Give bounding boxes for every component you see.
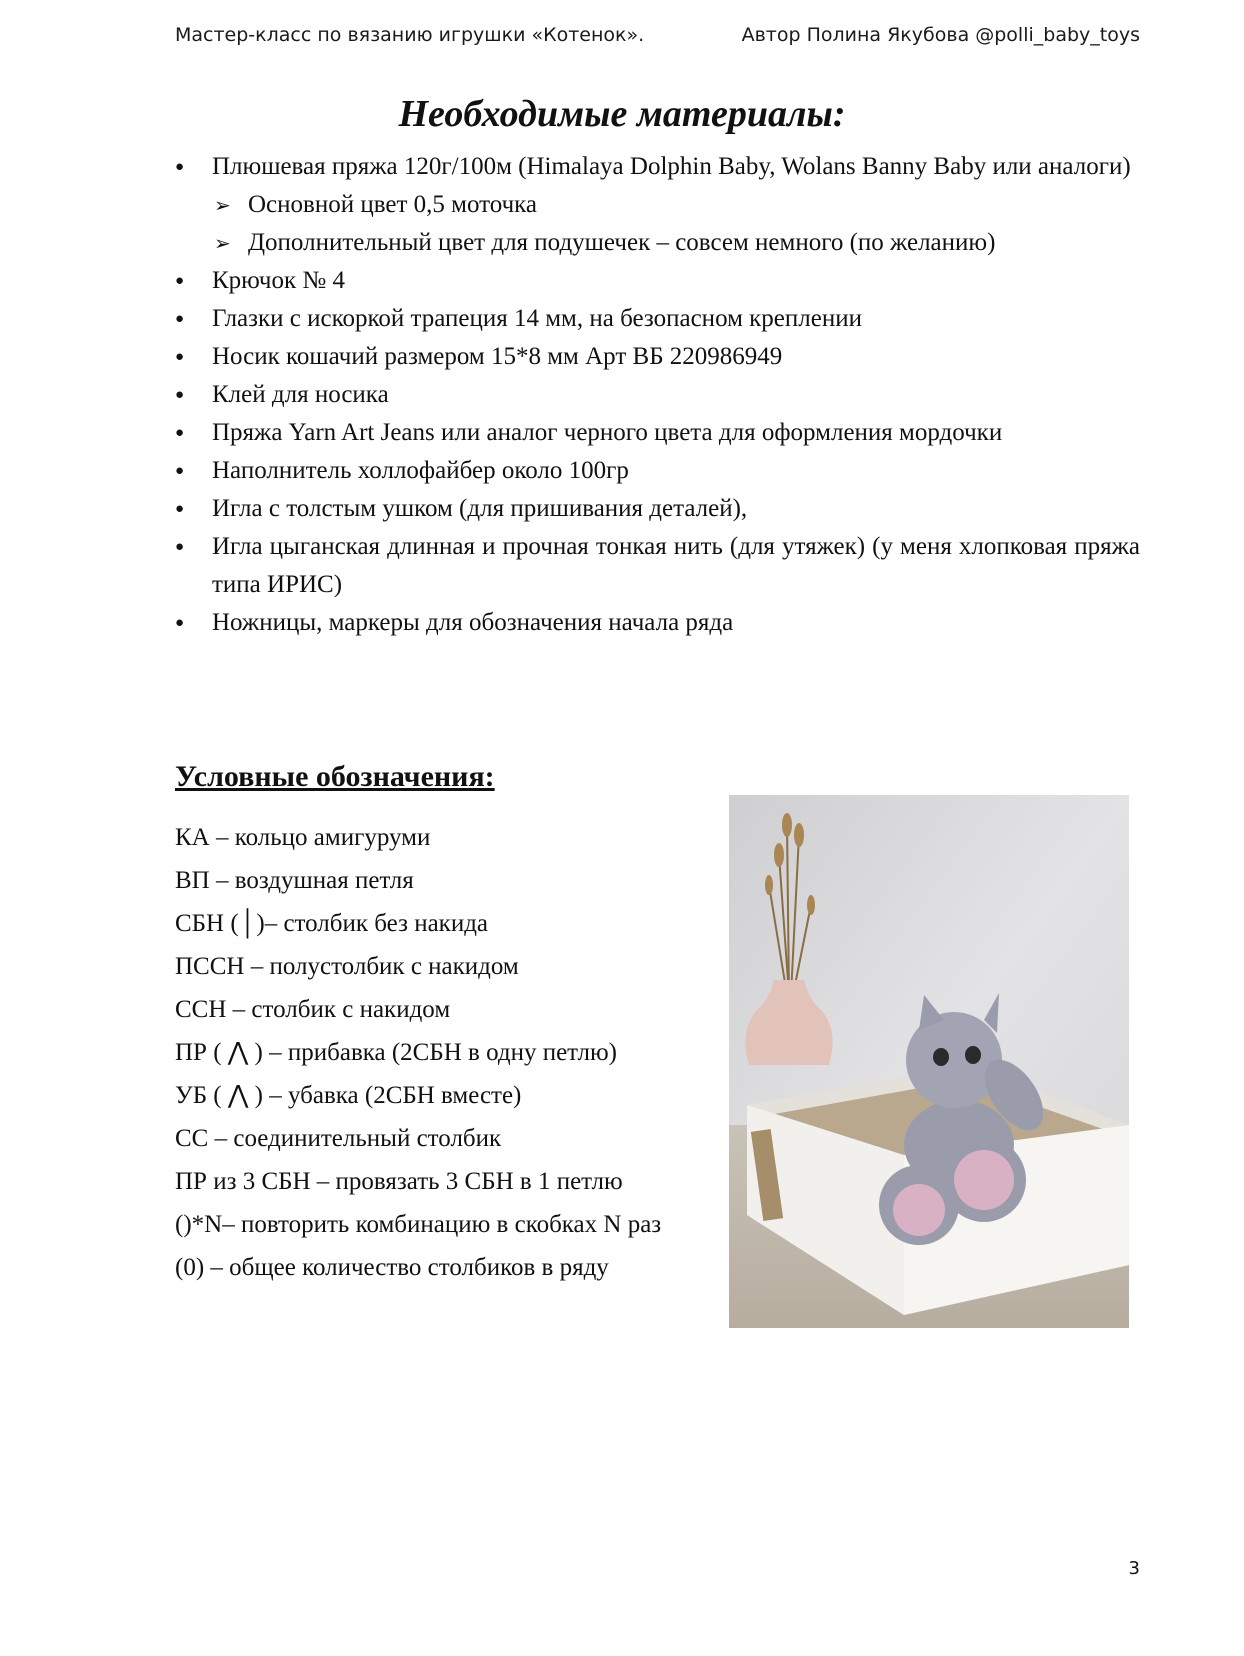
material-item-scissors: ● Ножницы, маркеры для обозначения начала ряда: [175, 604, 1140, 642]
sub-item-main-color: [175, 186, 1140, 224]
material-item-black-yarn: ● Пряжа Yarn Art Jeans или аналог черного цвета для оформления мордочки: [175, 414, 1140, 452]
arrow-bullet-icon: ➢: [214, 231, 231, 255]
toy-photo: [729, 795, 1129, 1328]
header-author: Автор Полина Якубова @polli_baby_toys: [741, 24, 1140, 46]
legend-item: ПР ( ⋀ ) – прибавка (2СБН в одну петлю): [175, 1039, 617, 1066]
material-item-filler: ● Наполнитель холлофайбер около 100гр: [175, 452, 1140, 490]
sub-item-extra-color: [175, 224, 1140, 262]
legend-item: ()*N– повторить комбинацию в скобках N раз: [175, 1211, 662, 1238]
legend-item: СС – соединительный столбик: [175, 1125, 502, 1152]
legend-item: УБ ( ⋀ ) – убавка (2СБН вместе): [175, 1082, 522, 1109]
toy-kitten-illustration: [729, 795, 1129, 1328]
materials-list: [175, 148, 1140, 642]
legend-item: (0) – общее количество столбиков в ряду: [175, 1254, 609, 1281]
legend-item: ПР из 3 СБН – провязать 3 СБН в 1 петлю: [175, 1168, 623, 1195]
material-item-nose: ● Носик кошачий размером 15*8 мм Арт ВБ 220986949: [175, 338, 1140, 376]
material-item-needle: ● Игла с толстым ушком (для пришивания деталей),: [175, 490, 1140, 528]
sub-item-text: Основной цвет 0,5 моточка: [248, 191, 538, 218]
arrow-bullet-icon: ➢: [214, 193, 231, 217]
legend-item: ПССН – полустолбик с накидом: [175, 953, 519, 980]
material-item-eyes: ● Глазки с искоркой трапеция 14 мм, на безопасном креплении: [175, 300, 1140, 338]
header-title: Мастер-класс по вязанию игрушки «Котенок».: [175, 24, 645, 46]
legend-list: [175, 820, 707, 1293]
materials-heading: Необходимые материалы:: [398, 93, 846, 135]
legend-item: КА – кольцо амигуруми: [175, 824, 431, 851]
material-item-yarn: ● Плюшевая пряжа 120г/100м (Himalaya Dolphin Baby, Wolans Banny Baby или аналоги): [175, 148, 1140, 186]
legend-heading: Условные обозначения:: [175, 760, 495, 793]
legend-item: ВП – воздушная петля: [175, 867, 414, 894]
material-item-long-needle: ● Игла цыганская длинная и прочная тонкая нить (для утяжек) (у меня хлопковая пряжа типа ИРИС): [175, 528, 1140, 604]
legend-item: ССН – столбик с накидом: [175, 996, 451, 1023]
legend-item: СБН (│)– столбик без накида: [175, 910, 489, 937]
material-item-glue: ● Клей для носика: [175, 376, 1140, 414]
page-number: 3: [1128, 1558, 1140, 1579]
material-item-hook: ● Крючок № 4: [175, 262, 1140, 300]
sub-item-text: Дополнительный цвет для подушечек – совсем немного (по желанию): [248, 229, 996, 256]
